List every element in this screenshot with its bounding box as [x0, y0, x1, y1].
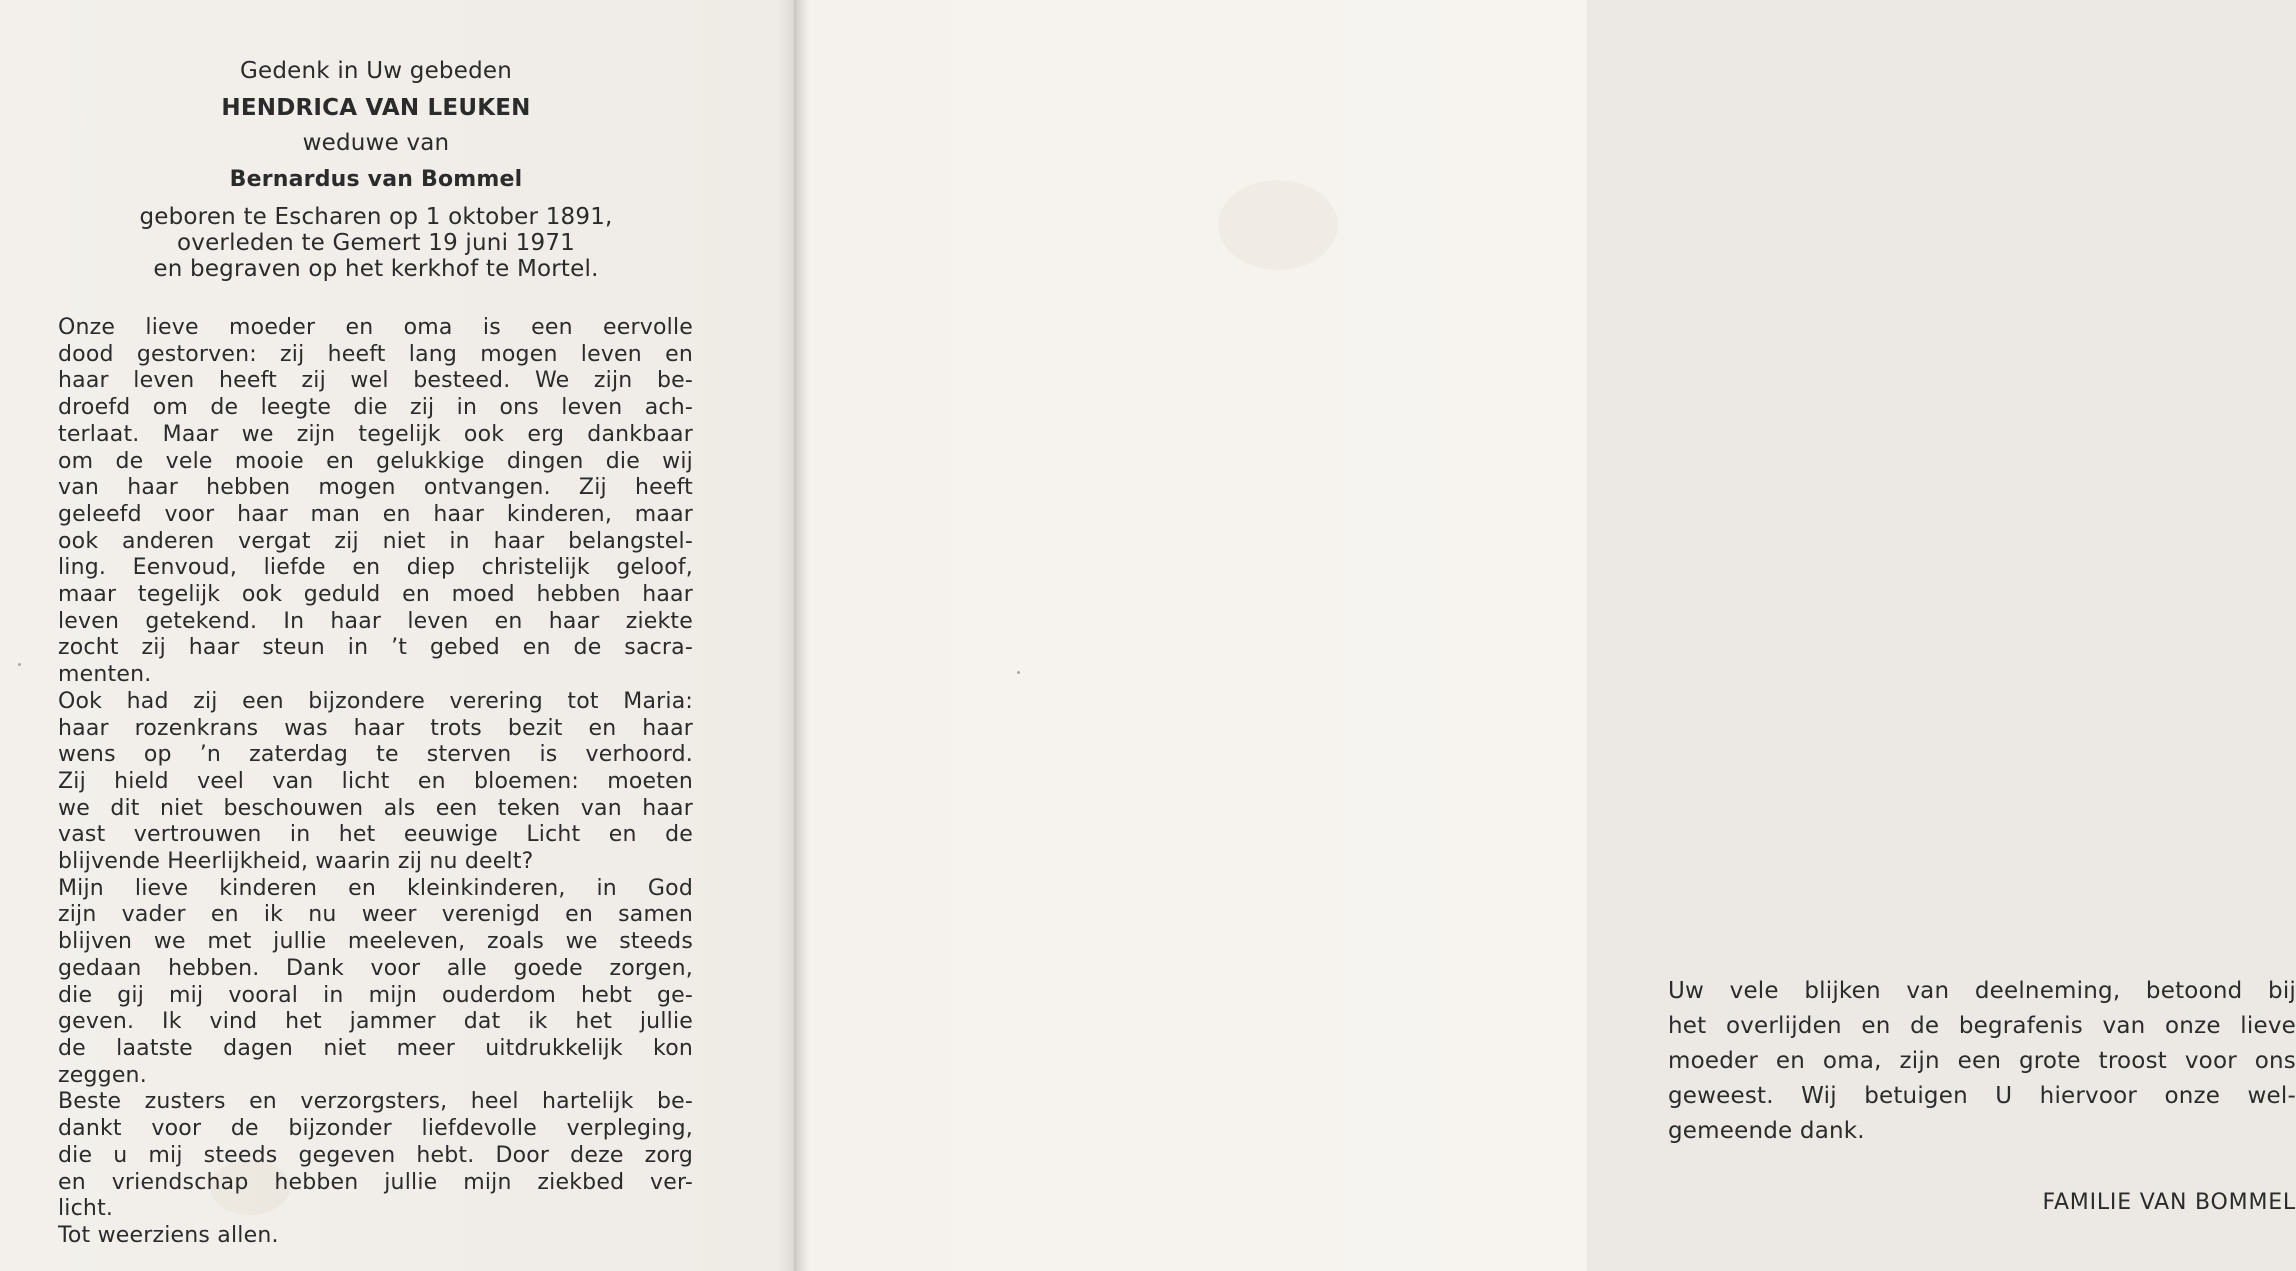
- spouse-name: Bernardus van Bommel: [229, 167, 523, 192]
- message-line: Mijn lieve kinderen en kleinkinderen, in God: [58, 875, 693, 901]
- message-line: Ook had zij een bijzondere verering tot Maria:: [58, 688, 693, 714]
- message-line: en vriendschap hebben jullie mijn ziekbed ver-: [58, 1169, 693, 1195]
- message-line: geven. Ik vind het jammer dat ik het jullie: [58, 1009, 693, 1035]
- message-line: van haar hebben mogen ontvangen. Zij heeft: [58, 475, 693, 501]
- message-line: vast vertrouwen in het eeuwige Licht en de: [58, 822, 693, 848]
- message-line: blijvende Heerlijkheid, waarin zij nu deelt?: [58, 849, 534, 875]
- message-line: Onze lieve moeder en oma is een eervolle: [58, 315, 693, 340]
- message-line: Tot weerziens allen.: [58, 1222, 279, 1248]
- message-line: maar tegelijk ook geduld en moed hebben haar: [58, 582, 693, 608]
- right-page: [798, 0, 2296, 1271]
- birth-line: geboren te Escharen op 1 oktober 1891,: [139, 204, 613, 230]
- message-line: ling. Eenvoud, liefde en diep christelijk geloof,: [58, 555, 693, 581]
- message-line: die u mij steeds gegeven hebt. Door deze zorg: [58, 1142, 693, 1168]
- message-line: zocht zij haar steun in ’t gebed en de sacra-: [58, 635, 693, 661]
- relation-text: weduwe van: [302, 130, 450, 156]
- thanks-line: Uw vele blijken van deelneming, betoond bij: [1668, 978, 2296, 1004]
- family-signature: FAMILIE VAN BOMMEL: [2042, 1190, 2296, 1215]
- message-line: zeggen.: [58, 1062, 147, 1088]
- memorial-heading: Gedenk in Uw gebeden: [240, 58, 512, 84]
- message-line: haar rozenkrans was haar trots bezit en haar: [58, 715, 693, 741]
- thanks-line: moeder en oma, zijn een grote troost voor ons: [1668, 1048, 2296, 1074]
- memorial-message: [58, 315, 693, 1250]
- message-line: licht.: [58, 1196, 114, 1222]
- message-line: haar leven heeft zij wel besteed. We zijn be-: [58, 368, 693, 394]
- message-line: gedaan hebben. Dank voor alle goede zorgen,: [58, 955, 693, 981]
- message-line: we dit niet beschouwen als een teken van haar: [58, 795, 693, 821]
- death-line: overleden te Gemert 19 juni 1971: [176, 230, 576, 256]
- message-line: terlaat. Maar we zijn tegelijk ook erg dankbaar: [58, 421, 693, 447]
- message-line: ook anderen vergat zij niet in haar belangstel-: [58, 528, 693, 554]
- message-line: Beste zusters en verzorgsters, heel hartelijk be-: [58, 1089, 693, 1115]
- message-line: de laatste dagen niet meer uitdrukkelijk kon: [58, 1035, 693, 1061]
- message-line: om de vele mooie en gelukkige dingen die wij: [58, 448, 693, 474]
- message-line: zijn vader en ik nu weer verenigd en samen: [58, 902, 693, 928]
- message-line: die gij mij vooral in mijn ouderdom hebt ge-: [58, 982, 693, 1008]
- message-line: Zij hield veel van licht en bloemen: moeten: [58, 768, 693, 794]
- message-line: wens op ’n zaterdag te sterven is verhoord.: [58, 742, 693, 768]
- deceased-name: HENDRICA VAN LEUKEN: [221, 95, 531, 121]
- message-line: dood gestorven: zij heeft lang mogen leven en: [58, 341, 693, 367]
- message-line: geleefd voor haar man en haar kinderen, maar: [58, 501, 693, 527]
- thanks-line: het overlijden en de begrafenis van onze lieve: [1668, 1013, 2296, 1039]
- thanks-line: gemeende dank.: [1668, 1118, 1865, 1144]
- message-line: leven getekend. In haar leven en haar ziekte: [58, 608, 693, 634]
- thanks-line: geweest. Wij betuigen U hiervoor onze wel-: [1668, 1083, 2296, 1109]
- memorial-intro: [56, 58, 696, 282]
- thanks-message: [1668, 974, 2296, 1149]
- left-page: [0, 0, 793, 1271]
- message-line: dankt voor de bijzonder liefdevolle verpleging,: [58, 1116, 693, 1142]
- burial-line: en begraven op het kerkhof te Mortel.: [153, 256, 599, 282]
- message-line: menten.: [58, 662, 152, 688]
- message-line: blijven we met jullie meeleven, zoals we steeds: [58, 929, 693, 955]
- message-line: droefd om de leegte die zij in ons leven ach-: [58, 395, 693, 421]
